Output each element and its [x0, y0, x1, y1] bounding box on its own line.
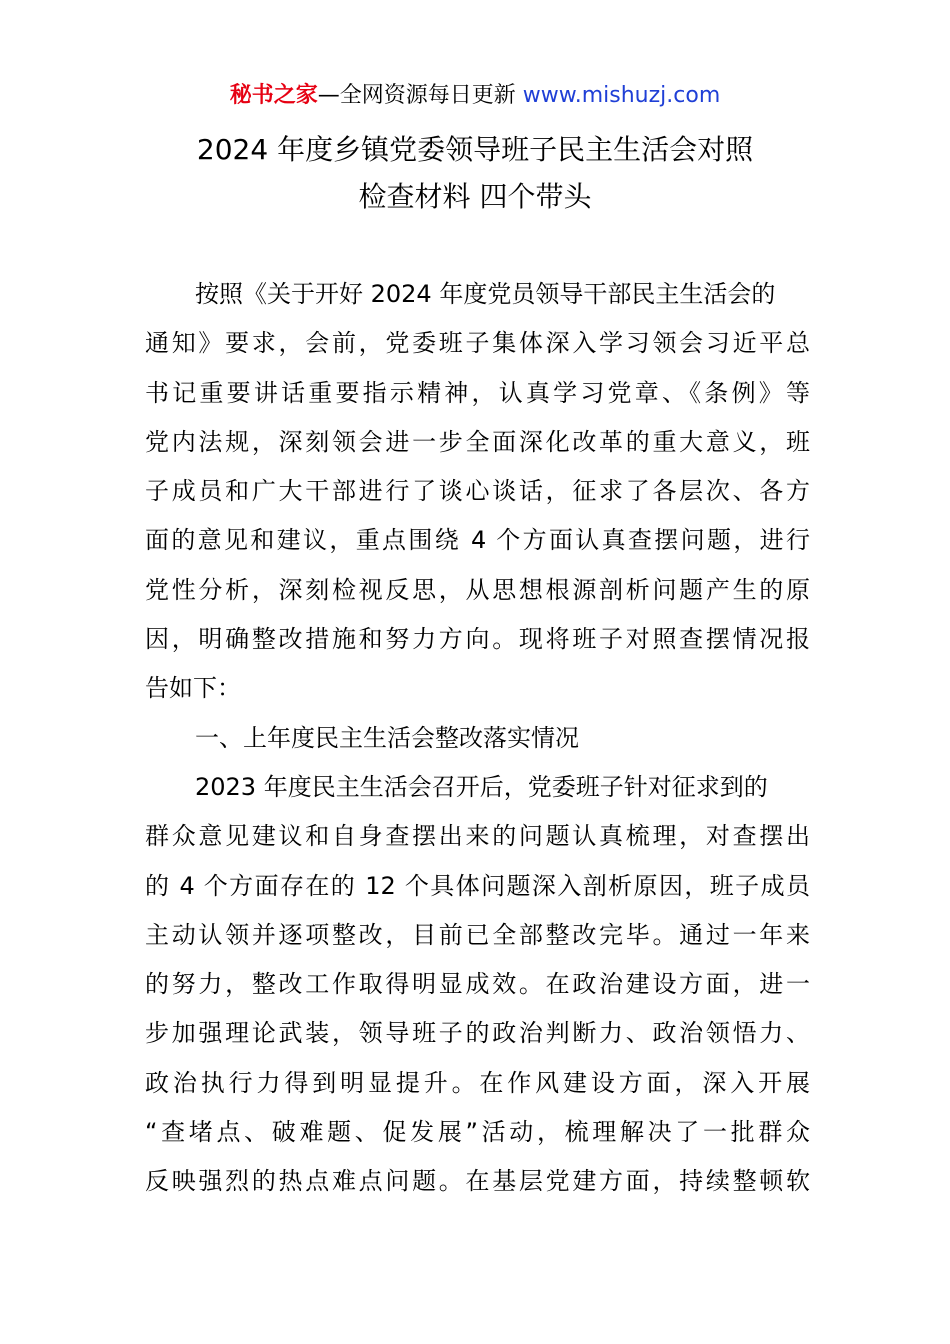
title-line-2: 检查材料 四个带头	[358, 180, 592, 213]
body-line-8: 因，明确整改措施和努力方向。现将班子对照查摆情况报	[145, 625, 810, 654]
body-line-19: 反映强烈的热点难点问题。在基层党建方面，持续整顿软	[145, 1167, 810, 1196]
body-line-13: 的 4 个方面存在的 12 个具体问题深入剖析原因，班子成员	[145, 871, 810, 900]
body-line-4: 党内法规，深刻领会进一步全面深化改革的重大意义，班	[145, 427, 810, 456]
body-line-9: 告如下：	[145, 674, 241, 703]
document-body	[145, 270, 810, 1207]
site-brand: 秘书之家	[229, 83, 318, 108]
title-line-1: 2024 年度乡镇党委领导班子民主生活会对照	[196, 133, 754, 166]
site-header	[0, 78, 950, 114]
site-tagline: —全网资源每日更新	[317, 83, 523, 108]
body-line-12: 群众意见建议和自身查摆出来的问题认真梳理，对查摆出	[145, 822, 810, 851]
body-line-16: 步加强理论武装，领导班子的政治判断力、政治领悟力、	[145, 1019, 810, 1048]
body-line-11: 2023 年度民主生活会召开后，党委班子针对征求到的	[195, 772, 768, 801]
body-line-7: 党性分析，深刻检视反思，从思想根源剖析问题产生的原	[145, 575, 810, 604]
body-line-14: 主动认领并逐项整改，目前已全部整改完毕。通过一年来	[145, 920, 810, 949]
site-url-link[interactable]: www.mishuzj.com	[522, 83, 721, 108]
body-line-1: 按照《关于开好 2024 年度党员领导干部民主生活会的	[195, 280, 776, 308]
section-heading-1: 一、上年度民主生活会整改落实情况	[195, 723, 579, 752]
body-line-5: 子成员和广大干部进行了谈心谈话，征求了各层次、各方	[145, 477, 810, 506]
body-line-18: “查堵点、破难题、促发展”活动，梳理解决了一批群众	[145, 1118, 810, 1147]
body-line-15: 的努力，整改工作取得明显成效。在政治建设方面，进一	[145, 970, 810, 999]
body-line-17: 政治执行力得到明显提升。在作风建设方面，深入开展	[145, 1068, 810, 1097]
document-title	[0, 126, 950, 220]
body-line-6: 面的意见和建议，重点围绕 4 个方面认真查摆问题，进行	[145, 526, 810, 555]
body-line-3: 书记重要讲话重要指示精神，认真学习党章、《条例》等	[145, 378, 810, 407]
body-line-2: 通知》要求，会前，党委班子集体深入学习领会习近平总	[145, 329, 810, 358]
